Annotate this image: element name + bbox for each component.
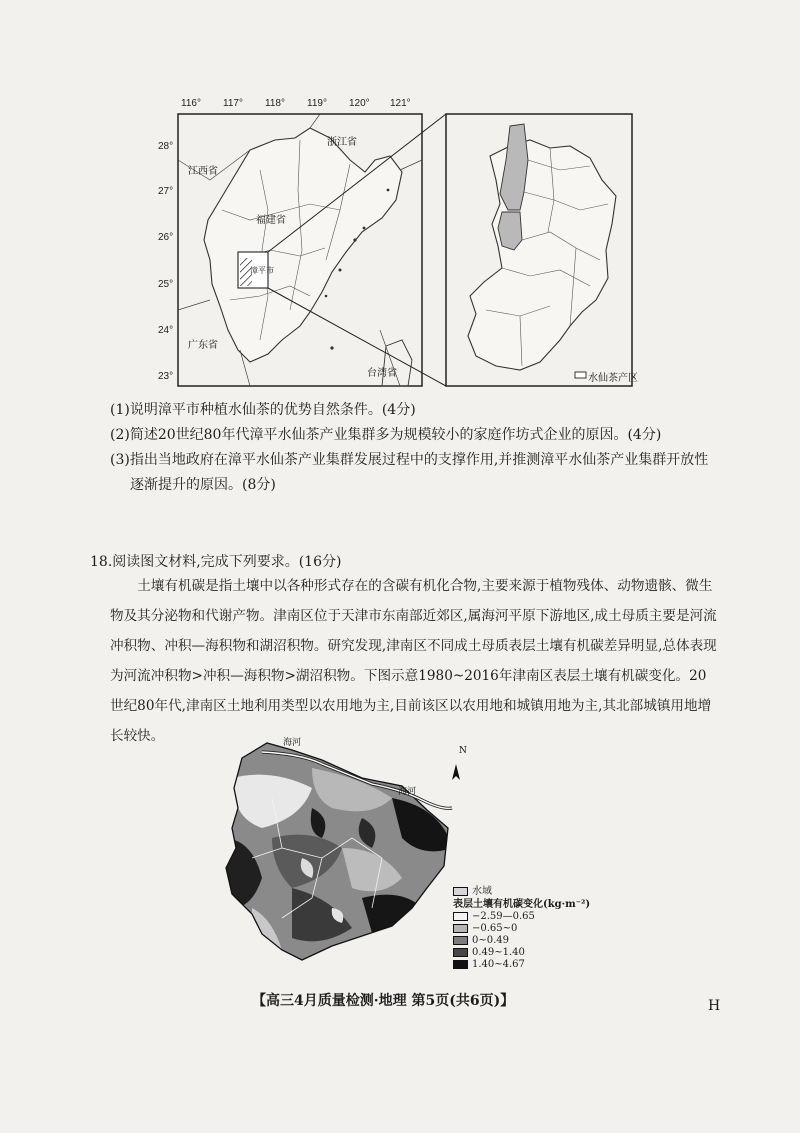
lat-tick-28: 28°: [158, 141, 174, 152]
question-1: (1)说明漳平市种植水仙茶的优势自然条件。(4分): [110, 402, 416, 418]
question-3-cont: 逐渐提升的原因。(8分): [130, 477, 276, 493]
legend-water-label: 水域: [472, 886, 492, 897]
lon-tick-117: 117°: [223, 98, 243, 109]
legend-swatch-3: [453, 936, 468, 945]
legend-label-3: 0~0.49: [472, 935, 510, 946]
lon-tick-116: 116°: [181, 98, 201, 109]
legend-title: 表层土壤有机碳变化(kg·m⁻²): [453, 899, 591, 910]
north-arrow-label: N: [459, 746, 467, 756]
legend-water: [453, 886, 492, 898]
question-3: (3)指出当地政府在漳平水仙茶产业集群发展过程中的支撑作用,并推测漳平水仙茶产业集群开放性: [110, 452, 709, 468]
lat-tick-25: 25°: [158, 279, 174, 290]
river-label-1: 海河: [283, 738, 302, 748]
lon-tick-121: 121°: [390, 98, 411, 109]
q18-heading: 18.阅读图文材料,完成下列要求。(16分): [90, 554, 342, 570]
legend-swatch-5: [453, 960, 468, 969]
soil-carbon-map-graphic: [212, 738, 462, 968]
label-fujian: 福建省: [256, 215, 286, 226]
legend-item-4: [453, 947, 525, 959]
label-zhangping: 漳平市: [250, 266, 274, 275]
legend-label-4: 0.49~1.40: [472, 947, 525, 958]
label-zhejiang: 浙江省: [327, 137, 357, 148]
corner-mark: H: [708, 998, 721, 1014]
label-taiwan: 台湾省: [367, 368, 397, 379]
legend-item-5: [453, 959, 525, 971]
legend-label-5: 1.40~4.67: [472, 959, 525, 970]
label-jiangxi: 江西省: [188, 166, 218, 177]
legend-label-2: −0.65~0: [472, 923, 518, 934]
legend-water-swatch: [453, 887, 468, 896]
river-label-2: 海河: [398, 787, 417, 797]
legend-item-2: [453, 923, 517, 935]
lat-tick-27: 27°: [158, 186, 174, 197]
legend-item-1: [453, 911, 535, 923]
legend-item-3: [453, 935, 509, 947]
legend-label-1: −2.59—0.65: [472, 911, 535, 922]
lon-tick-120: 120°: [349, 98, 370, 109]
lon-tick-119: 119°: [307, 98, 327, 109]
legend-swatch-1: [453, 912, 468, 921]
lon-tick-118: 118°: [265, 98, 285, 109]
q18-paragraph: 土壤有机碳是指土壤中以各种形式存在的含碳有机化合物,主要来源于植物残体、动物遗骸、微生物及其分泌物和代谢产物。津南区位于天津市东南部近郊区,属海河平原下游地区,成土母质主要是河流冲积物、冲积—海积物和湖沼积物。研究发现,津南区不同成土母质表层土壤有机碳差异明显,总体表现为河流冲积物>冲积—海积物>湖沼积物。下图示意1980~2016年津南区表层土壤有机碳变化。20世纪80年代,津南区土地利用类型以农用地为主,目前该区以农用地和城镇用地为主,其北部城镇用地增长较快。: [110, 578, 717, 744]
lat-tick-24: 24°: [158, 325, 174, 336]
page-footer: 【高三4月质量检测·地理 第5页(共6页)】: [252, 993, 515, 1009]
legend-swatch-4: [453, 948, 468, 957]
label-guangdong: 广东省: [188, 340, 218, 351]
legend-tea-region: 水仙茶产区: [588, 373, 638, 384]
lat-tick-23: 23°: [158, 371, 174, 382]
legend-swatch-2: [453, 924, 468, 933]
province-map-graphic: [150, 100, 650, 400]
lat-tick-26: 26°: [158, 232, 174, 243]
question-2: (2)简述20世纪80年代漳平水仙茶产业集群多为规模较小的家庭作坊式企业的原因。(4分): [110, 427, 662, 443]
